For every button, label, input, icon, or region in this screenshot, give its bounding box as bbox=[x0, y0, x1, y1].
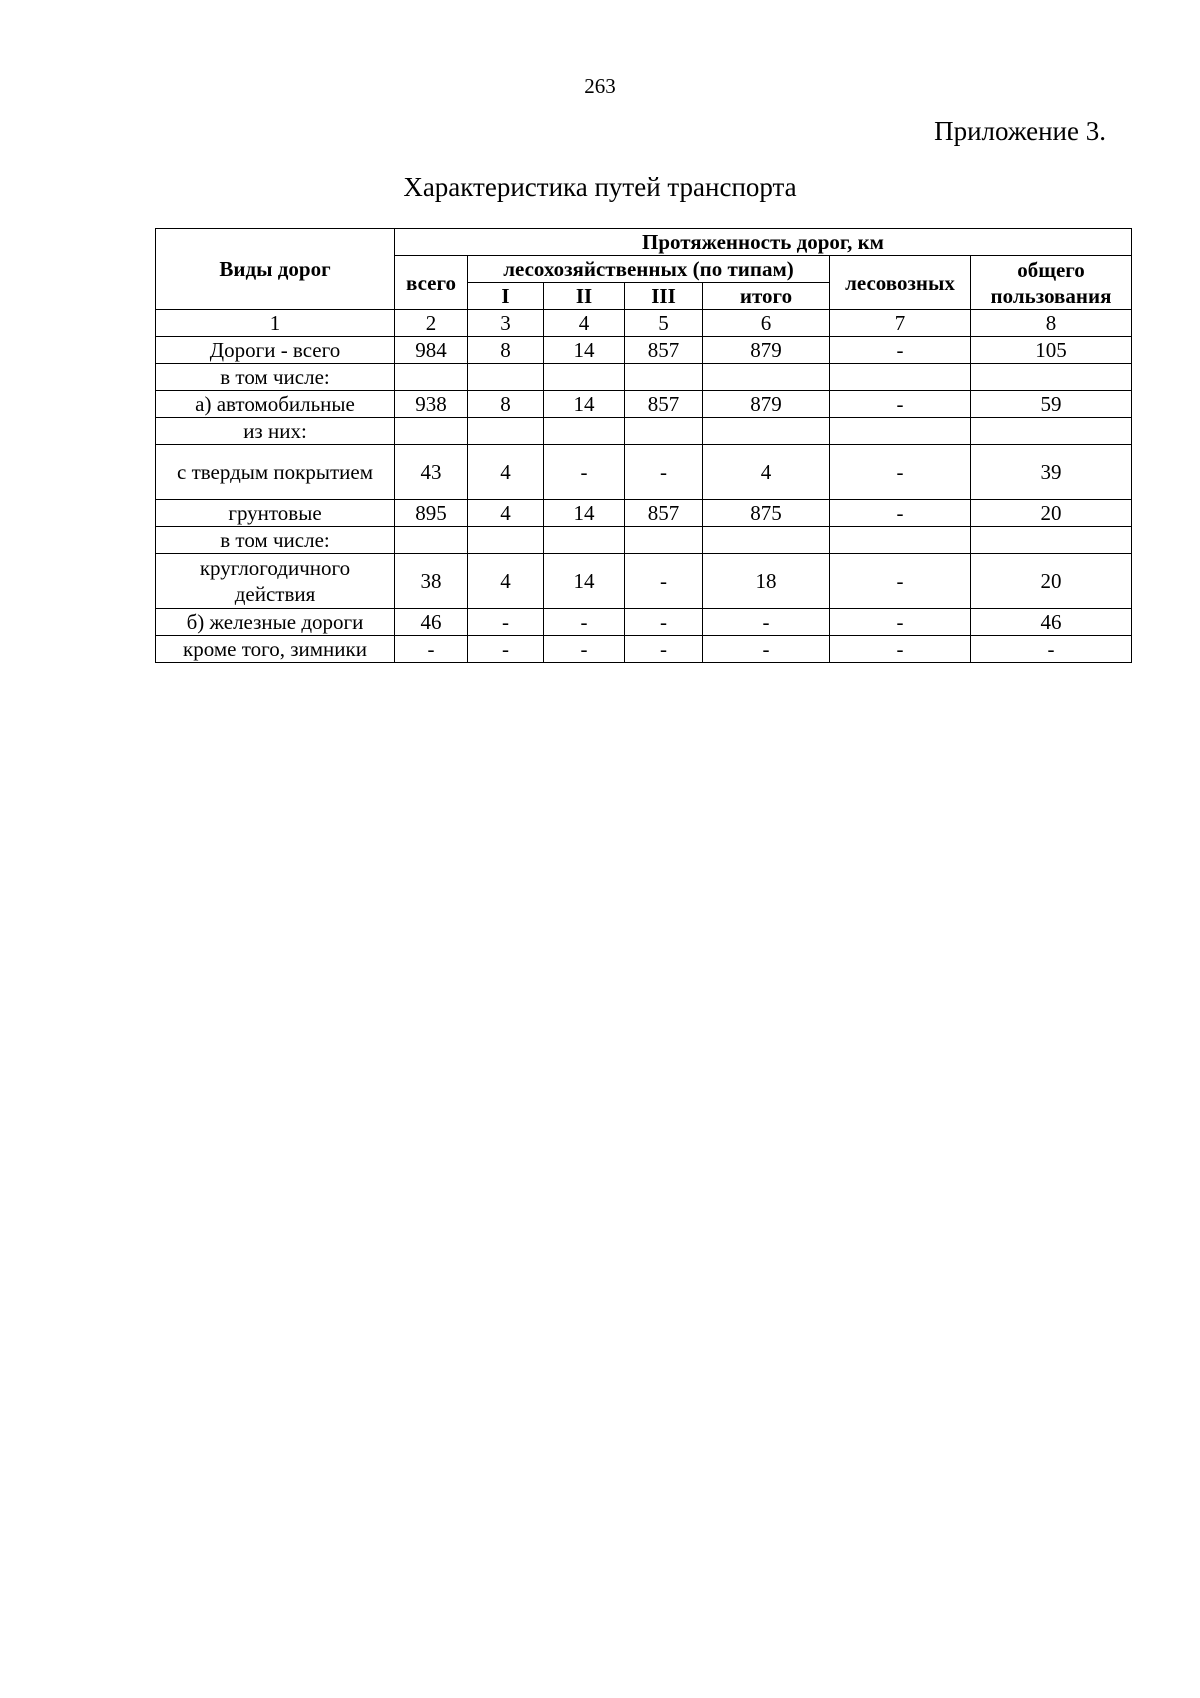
table-cell: - bbox=[830, 500, 971, 527]
column-number: 7 bbox=[830, 310, 971, 337]
table-cell bbox=[625, 364, 703, 391]
table-cell: 20 bbox=[971, 554, 1132, 609]
table-cell: 39 bbox=[971, 445, 1132, 500]
table-row bbox=[156, 500, 1132, 527]
table-cell: 20 bbox=[971, 500, 1132, 527]
row-label: грунтовые bbox=[156, 500, 395, 527]
column-number: 1 bbox=[156, 310, 395, 337]
table-cell: 105 bbox=[971, 337, 1132, 364]
table-cell: - bbox=[395, 636, 468, 663]
table-cell bbox=[395, 364, 468, 391]
table-cell bbox=[703, 418, 830, 445]
table-cell bbox=[544, 527, 625, 554]
table-cell: 895 bbox=[395, 500, 468, 527]
header-subtotal: итого bbox=[703, 283, 830, 310]
header-total: всего bbox=[395, 256, 468, 310]
table-body bbox=[156, 310, 1132, 663]
table-cell: - bbox=[830, 636, 971, 663]
table-row bbox=[156, 554, 1132, 609]
table-cell: - bbox=[830, 391, 971, 418]
table-cell: - bbox=[830, 609, 971, 636]
table-cell: 8 bbox=[468, 391, 544, 418]
column-number: 6 bbox=[703, 310, 830, 337]
row-label: б) железные дороги bbox=[156, 609, 395, 636]
table-cell: 857 bbox=[625, 391, 703, 418]
table-cell bbox=[544, 418, 625, 445]
table-cell: 879 bbox=[703, 337, 830, 364]
table-cell bbox=[971, 364, 1132, 391]
table-cell: 4 bbox=[703, 445, 830, 500]
table-cell bbox=[625, 418, 703, 445]
table-cell: 43 bbox=[395, 445, 468, 500]
row-label: с твердым покрытием bbox=[156, 445, 395, 500]
table-cell: - bbox=[830, 445, 971, 500]
table-cell: - bbox=[703, 636, 830, 663]
roads-table bbox=[155, 228, 1132, 663]
header-length: Протяженность дорог, км bbox=[395, 229, 1132, 256]
table-cell bbox=[544, 364, 625, 391]
table-cell: 938 bbox=[395, 391, 468, 418]
table-cell: - bbox=[971, 636, 1132, 663]
table-cell bbox=[830, 418, 971, 445]
table-cell: 38 bbox=[395, 554, 468, 609]
column-number: 8 bbox=[971, 310, 1132, 337]
table-row bbox=[156, 364, 1132, 391]
table-cell: 8 bbox=[468, 337, 544, 364]
table-cell: 14 bbox=[544, 391, 625, 418]
table-cell: - bbox=[544, 445, 625, 500]
table-cell bbox=[703, 527, 830, 554]
header-type-1: I bbox=[468, 283, 544, 310]
table-cell bbox=[830, 527, 971, 554]
appendix-label: Приложение 3. bbox=[934, 116, 1106, 146]
table-cell: 59 bbox=[971, 391, 1132, 418]
table-cell: 984 bbox=[395, 337, 468, 364]
table-cell: - bbox=[544, 636, 625, 663]
table-cell bbox=[971, 527, 1132, 554]
table-row bbox=[156, 636, 1132, 663]
table-cell: 14 bbox=[544, 554, 625, 609]
document-title: Характеристика путей транспорта bbox=[403, 172, 797, 202]
table-cell: 14 bbox=[544, 337, 625, 364]
table-cell: 18 bbox=[703, 554, 830, 609]
table-cell bbox=[395, 418, 468, 445]
table-cell: - bbox=[830, 337, 971, 364]
row-label: кроме того, зимники bbox=[156, 636, 395, 663]
table-cell: 14 bbox=[544, 500, 625, 527]
table-cell: - bbox=[625, 445, 703, 500]
table-cell bbox=[468, 364, 544, 391]
table-cell bbox=[468, 527, 544, 554]
row-label: в том числе: bbox=[156, 364, 395, 391]
column-number: 2 bbox=[395, 310, 468, 337]
table-cell: - bbox=[625, 554, 703, 609]
table-row bbox=[156, 445, 1132, 500]
table-row bbox=[156, 609, 1132, 636]
table-cell: 879 bbox=[703, 391, 830, 418]
column-number: 4 bbox=[544, 310, 625, 337]
row-label: в том числе: bbox=[156, 527, 395, 554]
table-cell: - bbox=[544, 609, 625, 636]
table-row bbox=[156, 391, 1132, 418]
table-cell: 46 bbox=[971, 609, 1132, 636]
table-cell bbox=[468, 418, 544, 445]
table-cell bbox=[830, 364, 971, 391]
table-cell: 4 bbox=[468, 500, 544, 527]
table-row bbox=[156, 337, 1132, 364]
table-cell: 4 bbox=[468, 554, 544, 609]
table-cell: - bbox=[468, 609, 544, 636]
row-label: из них: bbox=[156, 418, 395, 445]
header-public: общего пользования bbox=[971, 256, 1132, 310]
table-cell: 875 bbox=[703, 500, 830, 527]
row-label: Дороги - всего bbox=[156, 337, 395, 364]
column-number: 3 bbox=[468, 310, 544, 337]
table-cell: - bbox=[468, 636, 544, 663]
header-type-3: III bbox=[625, 283, 703, 310]
table-cell: - bbox=[830, 554, 971, 609]
table-cell bbox=[971, 418, 1132, 445]
table-cell: 4 bbox=[468, 445, 544, 500]
column-numbers-row bbox=[156, 310, 1132, 337]
header-logging: лесовозных bbox=[830, 256, 971, 310]
table-row bbox=[156, 418, 1132, 445]
table-cell bbox=[703, 364, 830, 391]
table-cell: - bbox=[703, 609, 830, 636]
row-label: а) автомобильные bbox=[156, 391, 395, 418]
table-cell bbox=[395, 527, 468, 554]
table-cell: 857 bbox=[625, 337, 703, 364]
header-road-types: Виды дорог bbox=[156, 229, 395, 310]
table-cell bbox=[625, 527, 703, 554]
table-cell: 46 bbox=[395, 609, 468, 636]
header-type-2: II bbox=[544, 283, 625, 310]
column-number: 5 bbox=[625, 310, 703, 337]
table-cell: - bbox=[625, 636, 703, 663]
table-row bbox=[156, 527, 1132, 554]
table-cell: - bbox=[625, 609, 703, 636]
row-label: круглогодичного действия bbox=[156, 554, 395, 609]
header-forestry: лесохозяйственных (по типам) bbox=[468, 256, 830, 283]
page-number: 263 bbox=[584, 74, 616, 98]
table-cell: 857 bbox=[625, 500, 703, 527]
